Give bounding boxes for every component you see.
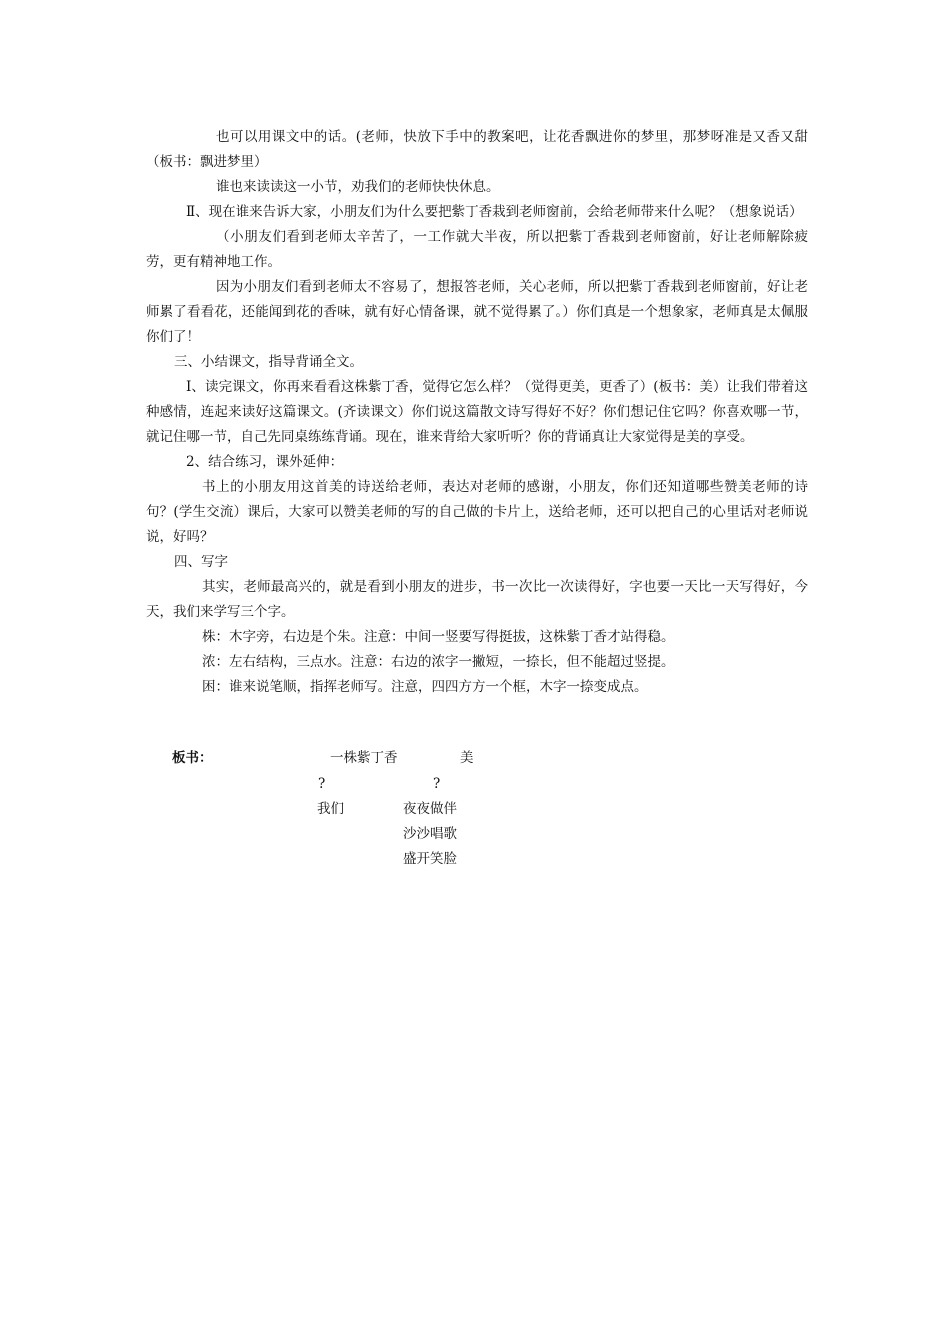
board-question-2: ? xyxy=(433,776,441,792)
paragraph-5: 因为小朋友们看到老师太不容易了，想报答老师，关心老师，所以把紫丁香栽到老师窗前，好让老师累了看看花，还能闻到花的香味，就有好心情备课，就不觉得累了。）你们真是一个想象家，老师真是太佩服你们了！ xyxy=(146,279,808,345)
paragraph-4: （小朋友们看到老师太辛苦了，一工作就大半夜，所以把紫丁香栽到老师窗前，好让老师解除疲劳，更有精神地工作。 xyxy=(146,229,808,270)
board-line-3: 盛开笑脸 xyxy=(403,851,457,867)
paragraph-8: 其实，老师最高兴的，就是看到小朋友的进步，书一次比一次读得好，字也要一天比一天写得好，今天，我们来学写三个字。 xyxy=(146,579,808,620)
section-heading-3: 三、小结课文，指导背诵全文。 xyxy=(174,354,363,370)
paragraph-2: 谁也来读读这一小节，劝我们的老师快快休息。 xyxy=(216,179,500,195)
board-question-1: ? xyxy=(318,776,326,792)
board-label: 板书： xyxy=(172,750,213,766)
board-title: 一株紫丁香 xyxy=(330,750,398,766)
document-body xyxy=(146,125,808,700)
char-note-kun: 困：谁来说笔顺，指挥老师写。注意，四四方方一个框，木字一捺变成点。 xyxy=(202,679,648,695)
blackboard-outline xyxy=(172,746,572,876)
section-heading-4: 四、写字 xyxy=(174,554,228,570)
paragraph-1: 也可以用课文中的话。(老师，快放下手中的教案吧，让花香飘进你的梦里，那梦呀准是又香又甜（板书：飘进梦里） xyxy=(146,129,808,170)
subheading-2: 2、结合练习，课外延伸： xyxy=(186,454,344,470)
board-line-1: 夜夜做伴 xyxy=(403,801,457,817)
paragraph-3: Ⅱ、现在谁来告诉大家，小朋友们为什么要把紫丁香栽到老师窗前，会给老师带来什么呢？（想象说话） xyxy=(186,204,803,220)
char-note-nong: 浓：左右结构，三点水。注意：右边的浓字一撇短，一捺长，但不能超过竖提。 xyxy=(202,654,675,670)
paragraph-6: Ⅰ、读完课文，你再来看看这株紫丁香，觉得它怎么样？（觉得更美，更香了）(板书：美）让我们带着这种感情，连起来读好这篇课文。(齐读课文）你们说这篇散文诗写得好不好？你们想记住它吗？你喜欢哪一节，就记住哪一节，自己先同桌练练背诵。现在，谁来背给大家听听？你的背诵真让大家觉得是美的享受。 xyxy=(146,379,808,445)
paragraph-7: 书上的小朋友用这首美的诗送给老师，表达对老师的感谢，小朋友，你们还知道哪些赞美老师的诗句？(学生交流）课后，大家可以赞美老师的写的自己做的卡片上，送给老师，还可以把自己的心里话对老师说说，好吗？ xyxy=(146,479,808,545)
board-line-2: 沙沙唱歌 xyxy=(403,826,457,842)
board-mei: 美 xyxy=(460,750,474,766)
board-women: 我们 xyxy=(317,801,344,817)
char-note-zhu: 株：木字旁，右边是个朱。注意：中间一竖要写得挺拔，这株紫丁香才站得稳。 xyxy=(202,629,675,645)
